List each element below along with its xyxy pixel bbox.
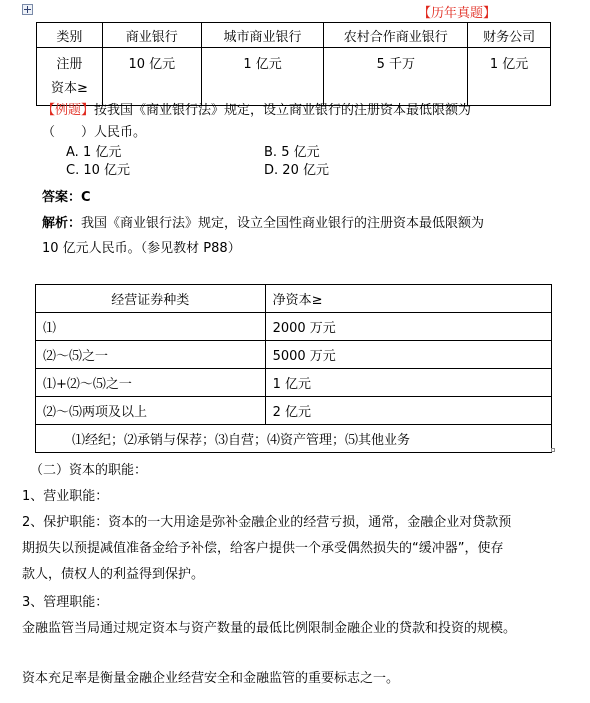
table-cell: 2000 万元	[265, 313, 551, 341]
row-label-cell	[37, 48, 103, 106]
table-cell: 1 亿元	[265, 369, 551, 397]
explanation-line1: 解析：我国《商业银行法》规定，设立全国性商业银行的注册资本最低限额为	[42, 216, 485, 231]
table-header-cell: 城市商业银行	[201, 23, 324, 48]
option-a: A. 1 亿元	[66, 145, 122, 160]
row-label-line: 资本≥	[50, 80, 88, 96]
function-item-3-text: 金融监管当局通过规定资本与资产数量的最低比例限制金融企业的贷款和投资的规模。	[22, 621, 517, 636]
net-capital-table	[35, 284, 552, 453]
table-footnote: ⑴经纪；⑵承销与保荐；⑶自营；⑷资产管理；⑸其他业务	[36, 425, 552, 453]
capital-adequacy-note: 资本充足率是衡量金融企业经营安全和金融监管的重要标志之一。	[22, 671, 400, 686]
table-anchor-icon[interactable]	[22, 4, 33, 15]
table-cell: ⑵～⑸之一	[36, 341, 266, 369]
row-label-line: 注册	[56, 56, 83, 72]
option-d: D. 20 亿元	[264, 163, 329, 178]
option-c: C. 10 亿元	[66, 163, 131, 178]
section-title: （二）资本的职能：	[30, 463, 148, 478]
function-item-2-line1: 2、保护职能：资本的一大用途是弥补金融企业的经营亏损，通常，金融企业对贷款预	[22, 515, 512, 530]
example-question-line2: （ ）人民币。	[42, 125, 147, 140]
table-header-cell: 商业银行	[102, 23, 201, 48]
table-cell: ⑴	[36, 313, 266, 341]
explanation-line2: 10 亿元人民币。（参见教材 P88）	[42, 241, 241, 256]
table-cell: 10 亿元	[102, 48, 201, 106]
table-header-cell: 财务公司	[468, 23, 551, 48]
option-b: B. 5 亿元	[264, 145, 320, 160]
table-header-cell: 经营证券种类	[36, 285, 266, 313]
table-header-cell: 净资本≥	[265, 285, 551, 313]
function-item-2-line3: 款人，债权人的利益得到保护。	[22, 567, 205, 582]
registered-capital-table	[36, 22, 551, 106]
table-header-cell: 农村合作商业银行	[324, 23, 468, 48]
example-tag: 【例题】	[42, 103, 95, 118]
table-cell: 5 千万	[324, 48, 468, 106]
function-item-2-line2: 期损失以预提减值准备金给予补偿，给客户提供一个承受偶然损失的“缓冲器”，使存	[22, 541, 504, 556]
table-cell: ⑵～⑸两项及以上	[36, 397, 266, 425]
answer-line: 答案：C	[42, 190, 91, 205]
example-question-line1: 【例题】按我国《商业银行法》规定，设立商业银行的注册资本最低限额为	[42, 103, 472, 118]
function-item-3: 3、管理职能：	[22, 595, 109, 610]
function-item-1: 1、营业职能：	[22, 489, 109, 504]
table-cell: 5000 万元	[265, 341, 551, 369]
table-cell: 2 亿元	[265, 397, 551, 425]
table-resize-handle[interactable]	[551, 448, 555, 452]
table-cell: 1 亿元	[468, 48, 551, 106]
table-header-cell: 类别	[37, 23, 103, 48]
past-exam-tag: 【历年真题】	[418, 6, 497, 21]
table-cell: 1 亿元	[201, 48, 324, 106]
table-cell: ⑴+⑵～⑸之一	[36, 369, 266, 397]
